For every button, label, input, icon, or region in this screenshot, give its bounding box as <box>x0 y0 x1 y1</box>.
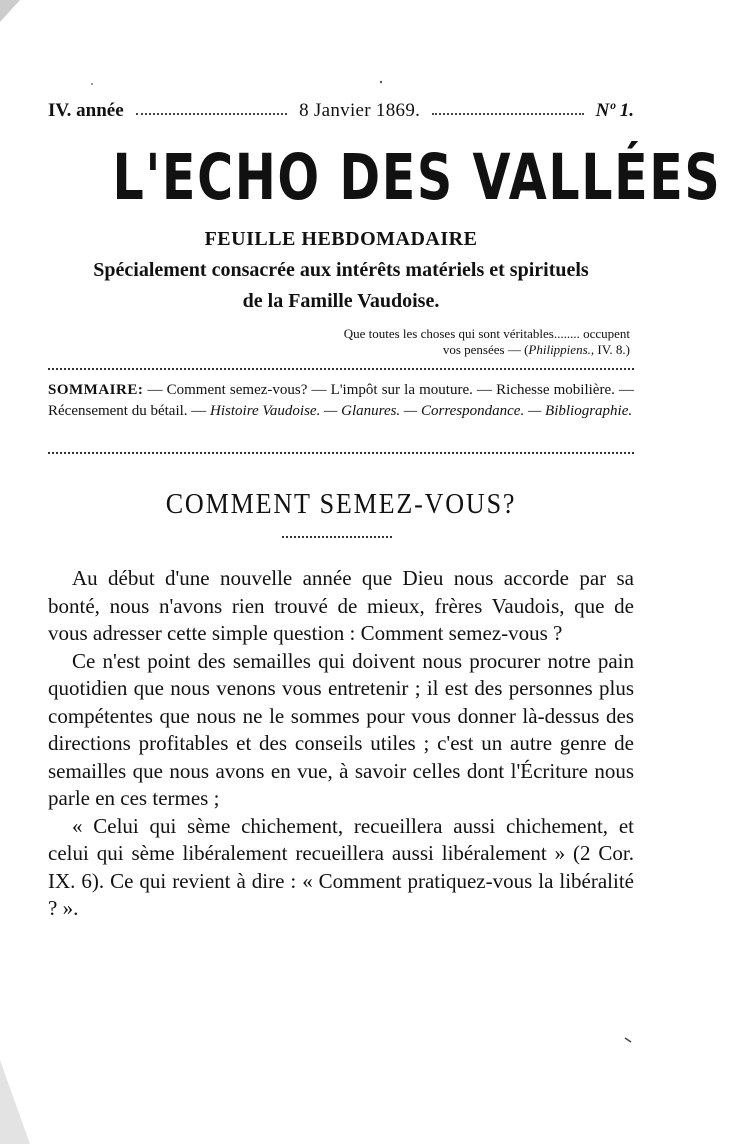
issue-date: 8 Janvier 1869. <box>299 100 421 121</box>
summary-items: — Comment semez-vous? — L'impôt sur la mouture. — Richesse mobilière. — Récensement du bétail. — <box>48 382 634 419</box>
paragraph: Ce n'est point des semailles qui doivent nous procurer notre pain quotidien que nous venons vous entretenir ; il est des personnes plus compétentes que nous ne le sommes pour vous donner là-dessus des directions profitables et des conseils utiles ; c'est un autre genre de semailles que nous avons en vue, à savoir celles dont l'Écriture nous parle en ces termes ; <box>48 648 634 810</box>
paragraph: Au début d'une nouvelle année que Dieu nous accorde par sa bonté, nous n'avons rien trouvé de mieux, frères Vaudois, que de vous adresser cette simple question : Comment semez-vous ? <box>48 566 634 645</box>
summary-label: SOMMAIRE: <box>48 382 144 398</box>
article-title: COMMENT SEMEZ-VOUS? <box>165 488 517 520</box>
subtitle-line-2: Spécialement consacrée aux intérêts matériels et spirituels <box>93 259 589 281</box>
summary-items-italic: Histoire Vaudoise. — Glanures. — Correspondance. — Bibliographie. <box>210 403 633 419</box>
paragraph: « Celui qui sème chichement, recueillera aussi chichement, et celui qui sème libéralement recueillera aussi libéralement » (2 Cor. IX. 6). Ce qui revient à dire : « Comment pratiquez-vous la libéralité ? ». <box>48 813 634 920</box>
subtitle-line-3: de la Famille Vaudoise. <box>242 290 440 312</box>
epigraph-line-2: vos pensées — (Philippiens., IV. 8.) <box>442 342 630 357</box>
masthead-title: L'ECHO DES VALLÉES <box>112 141 722 214</box>
epigraph-reference: Philippiens., <box>528 342 595 357</box>
epigraph-line-1: Que toutes les choses qui sont véritables........ occupent <box>343 326 630 341</box>
subtitle-line-1: FEUILLE HEBDOMADAIRE <box>204 228 478 250</box>
issue-number: Nº 1. <box>595 100 634 121</box>
volume-label: IV. année <box>48 100 124 121</box>
